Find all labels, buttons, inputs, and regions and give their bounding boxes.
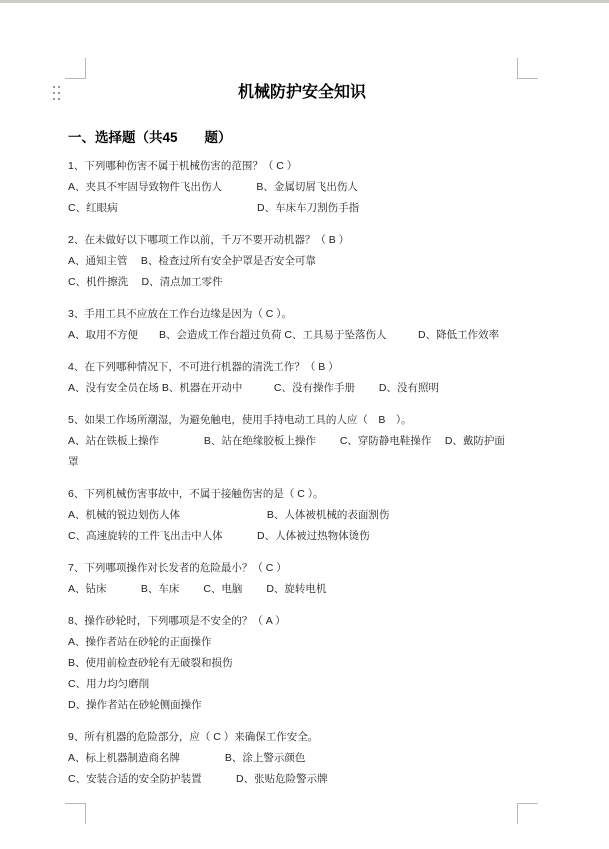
question-block-7 xyxy=(68,558,536,600)
question-block-3 xyxy=(68,304,536,346)
option-line: A、站在铁板上操作 B、站在绝缘胶板上操作 C、穿防静电鞋操作 D、戴防护面 xyxy=(68,435,505,447)
option-line-wrap: 罩 xyxy=(68,456,79,468)
question-text: 9、所有机器的危险部分，应（ C ）来确保工作安全。 xyxy=(68,731,319,743)
question-block-4 xyxy=(68,357,536,399)
question-text: 6、下列机械伤害事故中，不属于接触伤害的是（ C ）。 xyxy=(68,488,324,500)
option-line: A、通知主管 B、检查过所有安全护罩是否安全可靠 xyxy=(68,255,316,267)
option-line: B、使用前检查砂轮有无破裂和损伤 xyxy=(68,657,233,669)
question-text: 7、下列哪项操作对长发者的危险最小？（ C ） xyxy=(68,562,287,574)
question-text: 2、在未做好以下哪项工作以前，千万不要开动机器？（ B ） xyxy=(68,234,350,246)
question-text: 3、手用工具不应放在工作台边缘是因为（ C ）。 xyxy=(68,308,293,320)
question-block-2 xyxy=(68,230,536,293)
drag-handle-icon[interactable] xyxy=(53,86,60,100)
option-line: A、操作者站在砂轮的正面操作 xyxy=(68,636,212,648)
option-line: A、夹具不牢固导致物件飞出伤人 B、金属切屑飞出伤人 xyxy=(68,181,358,193)
question-text: 4、在下列哪种情况下，不可进行机器的清洗工作？（ B ） xyxy=(68,361,339,373)
question-text: 1、下列哪种伤害不属于机械伤害的范围？（ C ） xyxy=(68,160,298,172)
question-block-9 xyxy=(68,727,536,790)
page-title: 机械防护安全知识 xyxy=(237,84,366,101)
option-line: A、没有安全员在场 B、机器在开动中 C、没有操作手册 D、没有照明 xyxy=(68,382,440,394)
option-line: D、操作者站在砂轮侧面操作 xyxy=(68,699,202,711)
document-body xyxy=(68,0,536,790)
margin-crop-mark-bottom-right xyxy=(517,803,538,824)
question-block-1 xyxy=(68,156,536,219)
margin-crop-mark-bottom-left xyxy=(65,803,86,824)
question-block-8 xyxy=(68,611,536,716)
option-line: A、取用不方便 B、会造成工作台超过负荷 C、工具易于坠落伤人 D、降低工作效率 xyxy=(68,329,500,341)
option-line: C、高速旋转的工件飞出击中人体 D、人体被过热物体烫伤 xyxy=(68,530,370,542)
option-line: C、机件擦洗 D、清点加工零件 xyxy=(68,276,223,288)
option-line: A、机械的锐边划伤人体 B、人体被机械的表面割伤 xyxy=(68,509,390,521)
section-heading: 一、选择题（共45 题） xyxy=(68,130,232,145)
option-line: C、红眼病 D、车床车刀割伤手指 xyxy=(68,202,360,214)
option-line: C、安装合适的安全防护装置 D、张贴危险警示牌 xyxy=(68,773,328,785)
question-block-5 xyxy=(68,410,536,473)
question-text: 5、如果工作场所潮湿，为避免触电，使用手持电动工具的人应（ B ）。 xyxy=(68,414,412,426)
option-line: A、钻床 B、车床 C、电脑 D、旋转电机 xyxy=(68,583,327,595)
option-line: C、用力均匀磨削 xyxy=(68,678,150,690)
question-block-6 xyxy=(68,484,536,547)
option-line: A、标上机器制造商名牌 B、涂上警示颜色 xyxy=(68,752,306,764)
question-text: 8、操作砂轮时，下列哪项是不安全的？（ A ） xyxy=(68,615,286,627)
